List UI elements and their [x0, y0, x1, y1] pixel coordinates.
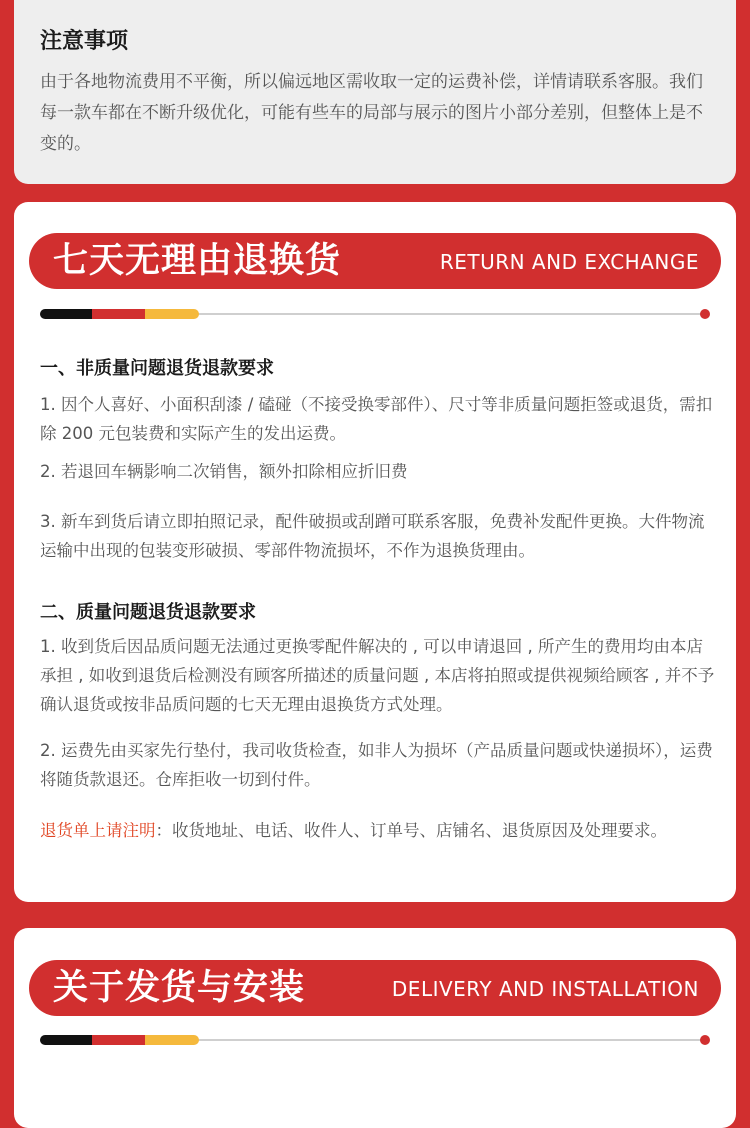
non-quality-section-title: 一、非质量问题退货退款要求: [40, 358, 274, 379]
install-banner-subtitle: DELIVERY AND INSTALLATION: [391, 977, 699, 1001]
non-quality-item-2: 2. 若退回车辆影响二次销售，额外扣除相应折旧费: [40, 462, 408, 481]
notice-body: 由于各地物流费用不平衡，所以偏远地区需收取一定的运费补偿，详情请联系客服。我们每一款车都在不断升级优化，可能有些车的局部与展示的图片小部分差别，但整体上是不变的。: [40, 72, 703, 154]
delivery-install-card: [14, 928, 736, 1128]
notice-title: 注意事项: [40, 29, 129, 54]
return-divider: [40, 309, 710, 319]
install-divider: [40, 1035, 710, 1045]
notice-card: [14, 0, 736, 184]
return-note-label: 退货单上请注明: [40, 821, 156, 840]
return-note-text: ：收货地址、电话、收件人、订单号、店铺名、退货原因及处理要求。: [155, 821, 667, 840]
return-banner-title: 七天无理由退换货: [53, 241, 342, 281]
return-banner: [29, 233, 721, 289]
quality-item-1: 1. 收到货后因品质问题无法通过更换零配件解决的 , 可以申请退回 , 所产生的费用均由本店承担 , 如收到退货后检测没有顾客所描述的质量问题 , 本店将拍照或提供视频给顾客 , 并不予确认退货或按非品质问题的七天无理由退换货方式处理。: [40, 637, 715, 714]
non-quality-item-3-wrap: [40, 507, 716, 565]
non-quality-item-2-wrap: [40, 457, 716, 486]
install-banner-title: 关于发货与安装: [53, 968, 306, 1008]
quality-item-2: 2. 运费先由买家先行垫付，我司收货检查，如非人为损坏（产品质量问题或快递损坏），运费将随货款退还。仓库拒收一切到付件。: [40, 741, 713, 789]
non-quality-item-1-wrap: [40, 390, 716, 448]
return-banner-subtitle: RETURN AND EXCHANGE: [439, 250, 699, 274]
non-quality-item-1: 1. 因个人喜好、小面积刮漆 / 磕碰（不接受换零部件）、尺寸等非质量问题拒签或退货，需扣除 200 元包装费和实际产生的发出运费。: [40, 395, 713, 443]
return-note-wrap: [40, 816, 716, 845]
non-quality-item-3: 3. 新车到货后请立即拍照记录，配件破损或刮蹭可联系客服，免费补发配件更换。大件物流运输中出现的包装变形破损、零部件物流损坏，不作为退换货理由。: [40, 512, 705, 560]
install-banner: [29, 960, 721, 1016]
return-exchange-card: [14, 202, 736, 902]
return-note: [40, 816, 716, 845]
quality-item-1-wrap: [40, 632, 716, 719]
quality-item-2-wrap: [40, 736, 716, 794]
quality-section-title-wrap: [40, 598, 716, 624]
non-quality-section-title-wrap: [40, 354, 716, 380]
quality-section-title: 二、质量问题退货退款要求: [40, 602, 256, 623]
